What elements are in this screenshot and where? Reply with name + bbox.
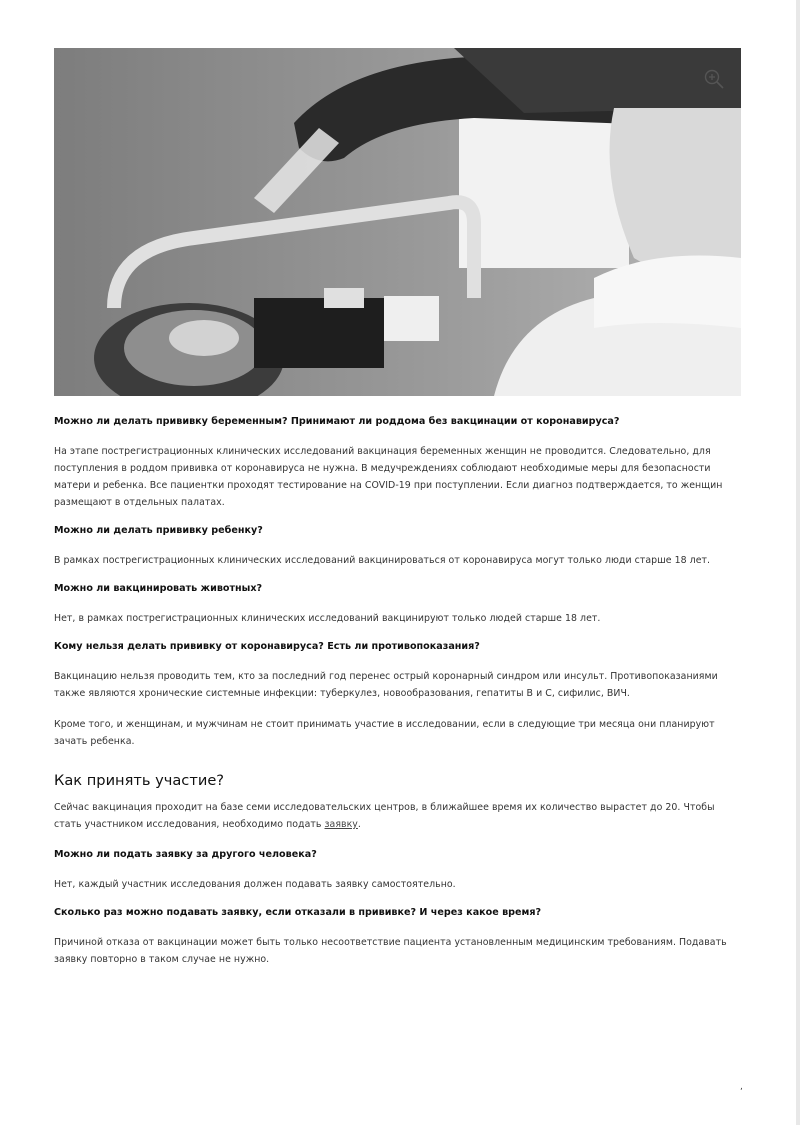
vaccination-photo xyxy=(54,48,741,396)
question-contraindications: Кому нельзя делать прививку от коронавируса? Есть ли противопоказания? xyxy=(54,641,480,652)
answer-apply-for-other: Нет, каждый участник исследования должен подавать заявку самостоятельно. xyxy=(54,879,456,890)
question-animals: Можно ли вакцинировать животных? xyxy=(54,583,263,594)
question-child: Можно ли делать прививку ребенку? xyxy=(54,525,263,536)
answer-pregnant: На этапе пострегистрационных клинических исследований вакцинация беременных женщин не проводится. Следовательно, для поступления в роддом прививка от коронавируса не нужна. В медучреждениях соблюдают необходимые меры для безопасности матери и ребенка. Все пациентки проходят тестирование на COVID-19 при поступлении. Если диагноз подтверждается, то женщин размещают в отдельных палатах. xyxy=(54,446,723,508)
section-intro-end: . xyxy=(357,819,361,830)
question-apply-for-other: Можно ли подать заявку за другого человека? xyxy=(54,849,317,860)
zoom-in-icon[interactable] xyxy=(703,68,725,90)
application-link[interactable]: заявку xyxy=(324,819,358,830)
answer-child: В рамках пострегистрационных клинических исследований вакцинироваться от коронавируса могут только люди старше 18 лет. xyxy=(54,555,711,566)
article-content xyxy=(54,408,744,968)
section-intro xyxy=(54,799,744,833)
section-intro-text: Сейчас вакцинация проходит на базе семи исследовательских центров, в ближайшее время их количество вырастет до 20. Чтобы стать участником исследования, необходимо подать xyxy=(54,802,715,830)
section-title: Как принять участие? xyxy=(54,772,225,789)
question-pregnant: Можно ли делать прививку беременным? Принимают ли роддома без вакцинации от коронавируса? xyxy=(54,416,620,427)
answer-contraindications: Вакцинацию нельзя проводить тем, кто за последний год перенес острый коронарный синдром или инсульт. Противопоказаниями также являются хронические системные инфекции: туберкулез, новообразования, гепатиты B и C, сифилис, ВИЧ. xyxy=(54,671,718,699)
answer-animals: Нет, в рамках пострегистрационных клинических исследований вакцинируют только людей старше 18 лет. xyxy=(54,613,601,624)
scan-mark: , xyxy=(740,1082,743,1092)
answer-contraindications-extra: Кроме того, и женщинам, и мужчинам не стоит принимать участие в исследовании, если в следующие три месяца они планируют зачать ребенка. xyxy=(54,719,715,747)
question-reapply: Сколько раз можно подавать заявку, если отказали в прививке? И через какое время? xyxy=(54,907,542,918)
answer-reapply: Причиной отказа от вакцинации может быть только несоответствие пациента установленным медицинским требованиям. Подавать заявку повторно в таком случае не нужно. xyxy=(54,937,727,965)
page-edge xyxy=(796,0,800,1125)
photo-illustration xyxy=(54,48,741,396)
